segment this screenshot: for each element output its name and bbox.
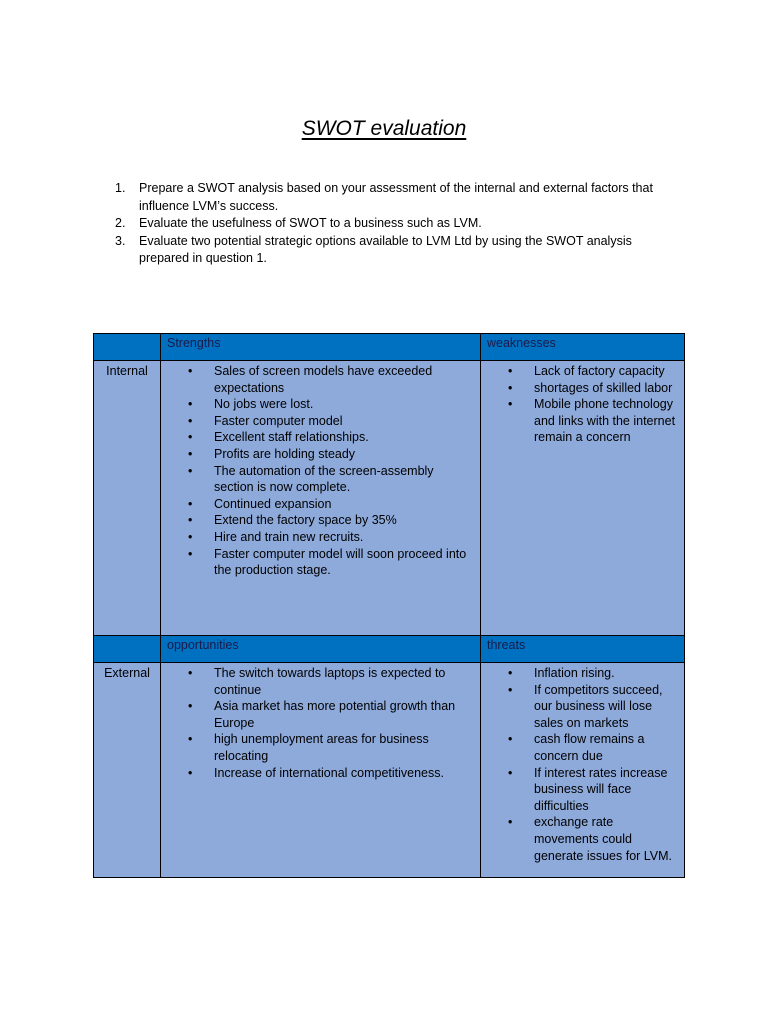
table-header-row bbox=[94, 636, 685, 663]
list-item: • Inflation rising. bbox=[481, 665, 678, 682]
threats-cell bbox=[481, 663, 685, 878]
list-item: • The switch towards laptops is expected to continue bbox=[161, 665, 474, 698]
list-item: • shortages of skilled labor bbox=[481, 380, 678, 397]
internal-label: Internal bbox=[94, 361, 161, 636]
list-item: • Mobile phone technology and links with the internet remain a concern bbox=[481, 396, 678, 446]
question-text: Evaluate two potential strategic options available to LVM Ltd by using the SWOT analysis prepared in question 1. bbox=[139, 233, 632, 265]
question-number: 3. bbox=[115, 233, 126, 248]
question-text: Evaluate the usefulness of SWOT to a business such as LVM. bbox=[139, 216, 482, 230]
weaknesses-header: weaknesses bbox=[481, 334, 685, 361]
list-item: • The automation of the screen-assembly section is now complete. bbox=[161, 463, 474, 496]
list-item: • Lack of factory capacity bbox=[481, 363, 678, 380]
swot-table bbox=[93, 333, 685, 878]
list-item: • Sales of screen models have exceeded expectations bbox=[161, 363, 474, 396]
question-text: Prepare a SWOT analysis based on your assessment of the internal and external factors that influence LVM’s success. bbox=[139, 181, 653, 213]
list-item: • Continued expansion bbox=[161, 496, 474, 513]
list-item: • cash flow remains a concern due bbox=[481, 731, 678, 764]
question-item bbox=[115, 215, 679, 233]
opportunities-header: opportunities bbox=[161, 636, 481, 663]
question-number: 1. bbox=[115, 181, 126, 195]
threats-header: threats bbox=[481, 636, 685, 663]
question-item bbox=[115, 180, 679, 215]
external-label: External bbox=[94, 663, 161, 878]
list-item: • Faster computer model bbox=[161, 413, 474, 430]
list-item: • Extend the factory space by 35% bbox=[161, 512, 474, 529]
internal-row bbox=[94, 361, 685, 636]
strengths-header: Strengths bbox=[161, 334, 481, 361]
list-item: • Asia market has more potential growth than Europe bbox=[161, 698, 474, 731]
table-header-row bbox=[94, 334, 685, 361]
list-item: • If interest rates increase business will face difficulties bbox=[481, 765, 678, 815]
question-list bbox=[115, 180, 679, 268]
strengths-list bbox=[161, 361, 480, 579]
list-item: • Hire and train new recruits. bbox=[161, 529, 474, 546]
opportunities-cell bbox=[161, 663, 481, 878]
weaknesses-list bbox=[481, 361, 684, 446]
weaknesses-cell bbox=[481, 361, 685, 636]
list-item: • If competitors succeed, our business will lose sales on markets bbox=[481, 682, 678, 732]
list-item: • Faster computer model will soon proceed into the production stage. bbox=[161, 546, 474, 579]
list-item: • high unemployment areas for business relocating bbox=[161, 731, 474, 764]
list-item: • Increase of international competitiveness. bbox=[161, 765, 474, 782]
list-item: • No jobs were lost. bbox=[161, 396, 474, 413]
question-item bbox=[115, 233, 679, 268]
threats-list bbox=[481, 663, 684, 864]
page-title: SWOT evaluation bbox=[301, 117, 467, 140]
empty-header-cell bbox=[94, 636, 161, 663]
list-item: • Excellent staff relationships. bbox=[161, 429, 474, 446]
strengths-cell bbox=[161, 361, 481, 636]
question-number: 2. bbox=[115, 216, 126, 230]
external-row bbox=[94, 663, 685, 878]
empty-header-cell bbox=[94, 334, 161, 361]
list-item: • Profits are holding steady bbox=[161, 446, 474, 463]
opportunities-list bbox=[161, 663, 480, 781]
list-item: • exchange rate movements could generate issues for LVM. bbox=[481, 814, 678, 864]
